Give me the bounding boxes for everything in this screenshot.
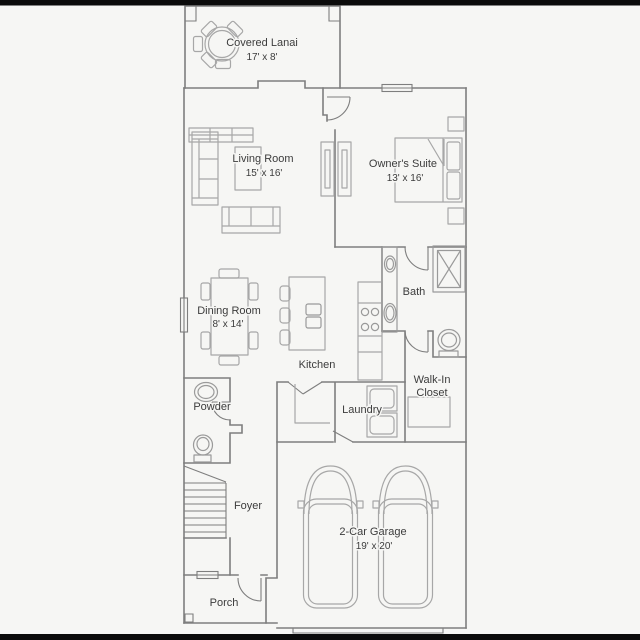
covered-lanai-label: Covered Lanai [226, 37, 298, 49]
garage-dims: 19' x 20' [355, 541, 393, 552]
letterbox-bottom [0, 634, 640, 640]
living-room-dims: 15' x 16' [245, 168, 283, 179]
porch-label: Porch [209, 597, 239, 609]
covered-lanai-dims: 17' x 8' [246, 52, 278, 63]
powder-label: Powder [193, 401, 231, 413]
living-room-label: Living Room [232, 153, 294, 165]
garage-label: 2-Car Garage [339, 526, 407, 538]
walk-in-closet-label-line1: Walk-In [413, 374, 451, 386]
kitchen-label: Kitchen [298, 359, 336, 371]
owners-suite-label: Owner's Suite [368, 158, 438, 170]
dining-room-dims: 8' x 14' [212, 319, 244, 330]
owners-suite-dims: 13' x 16' [386, 173, 424, 184]
walk-in-closet-label-line2: Closet [416, 387, 448, 399]
foyer-label: Foyer [233, 500, 263, 512]
letterbox-top [0, 0, 640, 6]
laundry-label: Laundry [342, 404, 382, 416]
dining-room-label: Dining Room [197, 305, 261, 317]
bath-label: Bath [402, 286, 426, 298]
